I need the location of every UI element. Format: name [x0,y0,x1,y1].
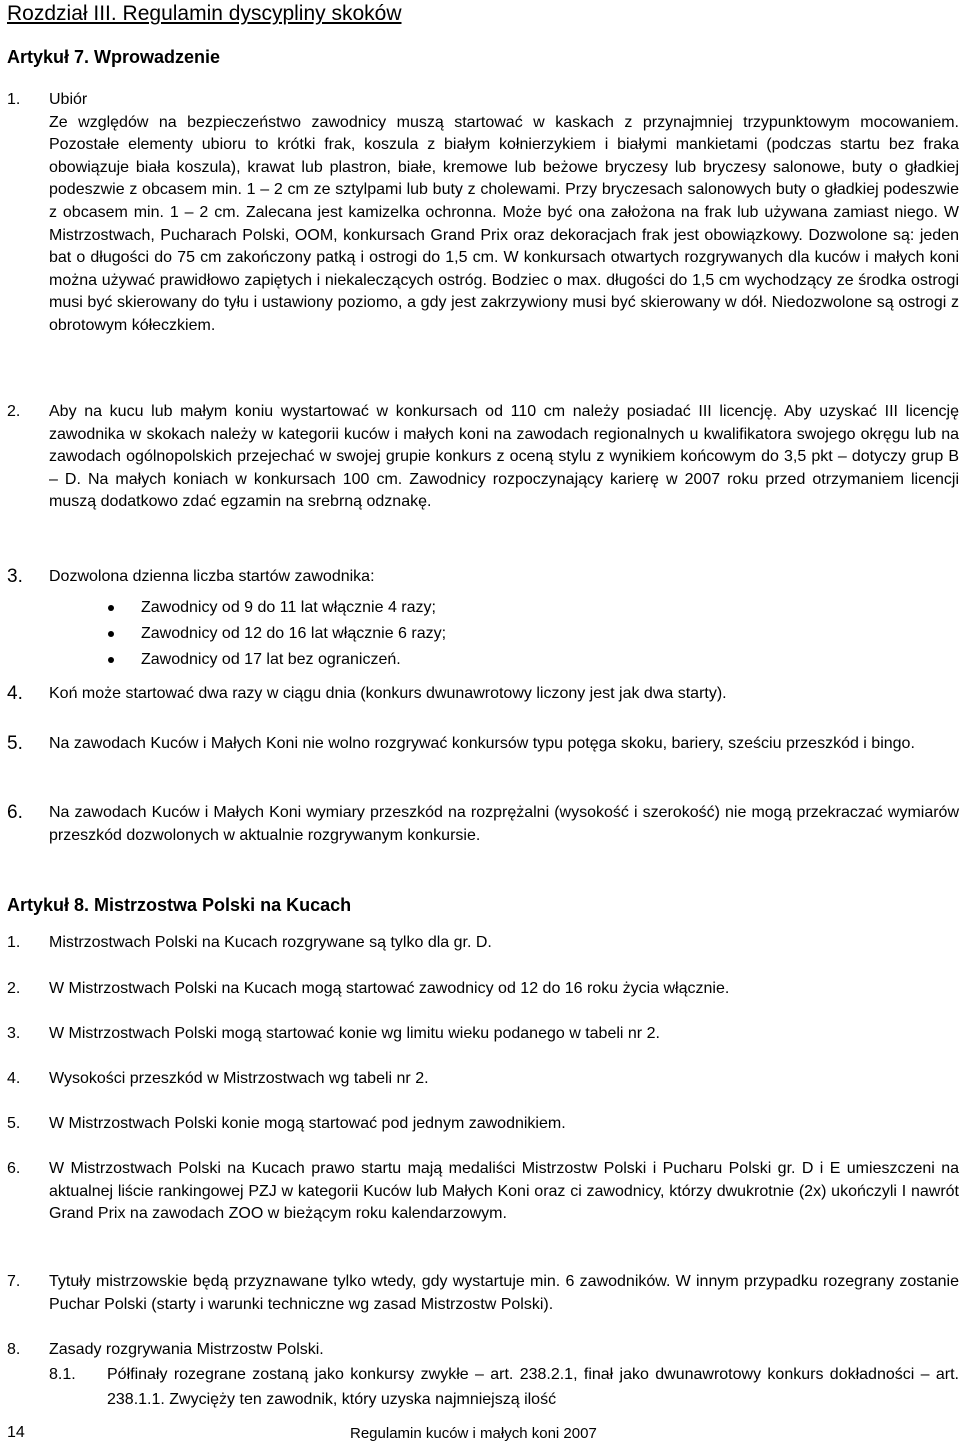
article-7-item-6 [7,802,959,847]
item-text: Dozwolona dzienna liczba startów zawodnika: [49,568,375,585]
page-number: 14 [7,1424,25,1441]
article-7-title: Artykuł 7. Wprowadzenie [7,47,221,67]
article-7-item-4 [7,683,959,706]
article-8-item-5 [7,1113,959,1136]
item-text: Zasady rozgrywania Mistrzostw Polski. [49,1341,324,1358]
list-item: Zawodnicy od 12 do 16 lat włącznie 6 razy; [7,621,959,647]
bullet-icon [108,657,114,663]
article-8-item-4 [7,1068,959,1091]
item-text: Mistrzostwach Polski na Kucach rozgrywane są tylko dla gr. D. [49,934,492,951]
article-7-item-5 [7,733,959,756]
sub-item-text: Półfinały rozegrane zostaną jako konkursy zwykłe – art. 238.2.1, finał jako dwunawrotowy konkurs dokładności – art. 238.1.1. Zwycięży ten zawodnik, który uzyska najmniejszą ilość [107,1365,959,1409]
chapter-title: Rozdział III. Regulamin dyscypliny skoków [7,2,402,25]
article-8-item-2 [7,978,959,1001]
item-text: Aby na kucu lub małym koniu wystartować w konkursach od 110 cm należy posiadać III licencję. Aby uzyskać III licencję zawodnika w skokach należy w kategorii kuców i małych koni na zawodach regionalnych u kwalifikatora swojego okręgu lub na zawodach ogólnopolskich przejechać w swojej grupie konkurs z oceną stylu z wynikiem końcowym do 3,5 pkt – dotyczy grup B – D. Na małych koniach w konkursach 100 cm. Zawodnicy rozpoczynający karierę w 2007 roku przed otrzymaniem licencji muszą dodatkowo zdać egzamin na srebrną odznakę. [49,403,959,511]
item-text: Na zawodach Kuców i Małych Koni wymiary przeszkód na rozprężalni (wysokość i szerokość) nie mogą przekraczać wymiarów przeszkód dozwolonych w aktualnie rozgrywanym konkursie. [49,804,959,844]
bullet-list [7,595,959,673]
item-number: 3. [7,566,23,587]
item-text: W Mistrzostwach Polski na Kucach prawo startu mają medaliści Mistrzostw Polski i Pucharu Polski gr. D i E umieszczeni na aktualnej liście rankingowej PZJ w kategorii Kuców lub Małych Koni oraz ci zawodnicy, którzy dwukrotnie (2x) ukończyli I nawrót Grand Prix na zawodach ZOO w bieżącym roku kalendarzowym. [49,1160,959,1223]
item-number: 4. [7,683,23,704]
item-text: Ze względów na bezpieczeństwo zawodnicy muszą startować w kaskach z przynajmniej trzypunktowym mocowaniem. Pozostałe elementy ubioru to krótki frak, koszula z białym kołnierzykiem i białymi mankietami (podczas startu bez fraka obowiązuje biała koszula), krawat lub plastron, białe, kremowe lub beżowe bryczesy lub bryczesy salonowe, buty o gładkiej podeszwie z obcasem min. 1 – 2 cm ze sztylpami lub buty z cholewami. Przy bryczesach salonowych buty o gładkiej podeszwie z obcasem min. 1 – 2 cm. Zalecana jest kamizelka ochronna. Może być ona założona na frak lub używana zamiast niego. W Mistrzostwach, Pucharach Polski, OOM, konkursach Grand Prix oraz dekoracjach frak jest obowiązkowy. Dozwolone są: jeden bat o długości do 75 cm zakończony patką i ostrogi do 1,5 cm. W konkursach otwartych rozgrywanych dla kuców i małych koni można używać prawidłowo zapiętych i niekaleczących ostróg. Bodziec o max. długości do 1,5 cm wychodzący ze środka ostrogi musi być skierowany do tyłu i ustawiony poziomo, a gdy jest zakrzywiony musi być skierowany w dół. Niedozwolone są ostrogi z obrotowym kółeczkiem. [49,113,959,334]
article-8-item-1 [7,932,959,955]
article-7-item-3 [7,566,959,673]
item-number: 1. [7,934,21,951]
item-number: 6. [7,1160,21,1177]
item-number: 5. [7,1115,21,1132]
sub-item-number: 8.1. [49,1365,76,1383]
item-text: Wysokości przeszkód w Mistrzostwach wg tabeli nr 2. [49,1070,429,1087]
item-number: 7. [7,1273,21,1290]
bullet-icon [108,631,114,637]
item-number: 5. [7,733,23,754]
item-number: 2. [7,980,21,997]
item-text: W Mistrzostwach Polski konie mogą startować pod jednym zawodnikiem. [49,1115,566,1132]
article-8-title: Artykuł 8. Mistrzostwa Polski na Kucach [7,895,352,915]
article-8-item-8 [7,1339,959,1413]
article-7-item-1 [7,89,959,338]
item-text: Tytuły mistrzowskie będą przyznawane tylko wtedy, gdy wystartuje min. 6 zawodników. W innym przypadku rozegrany zostanie Puchar Polski (starty i warunki techniczne wg zasad Mistrzostw Polski). [49,1273,959,1313]
item-number: 2. [7,403,21,420]
item-number: 6. [7,802,23,823]
item-text: W Mistrzostwach Polski na Kucach mogą startować zawodnicy od 12 do 16 roku życia włącznie. [49,980,730,997]
item-text: Na zawodach Kuców i Małych Koni nie wolno rozgrywać konkursów typu potęga skoku, bariery, sześciu przeszkód i bingo. [49,735,915,752]
list-item: Zawodnicy od 9 do 11 lat włącznie 4 razy; [7,595,959,621]
footer-title: Regulamin kuców i małych koni 2007 [350,1425,597,1442]
item-number: 4. [7,1070,21,1087]
sub-item-8-1 [49,1362,959,1413]
item-heading: Ubiór [49,91,88,108]
item-number: 8. [7,1341,21,1358]
item-text: W Mistrzostwach Polski mogą startować konie wg limitu wieku podanego w tabeli nr 2. [49,1025,660,1042]
article-8-item-6 [7,1158,959,1226]
article-8-item-7 [7,1271,959,1316]
item-number: 1. [7,91,21,108]
article-8-item-3 [7,1023,959,1046]
item-number: 3. [7,1025,21,1042]
list-item: Zawodnicy od 17 lat bez ograniczeń. [7,647,959,673]
item-text: Koń może startować dwa razy w ciągu dnia (konkurs dwunawrotowy liczony jest jak dwa starty). [49,685,727,702]
article-7-item-2 [7,401,959,514]
bullet-icon [108,605,114,611]
